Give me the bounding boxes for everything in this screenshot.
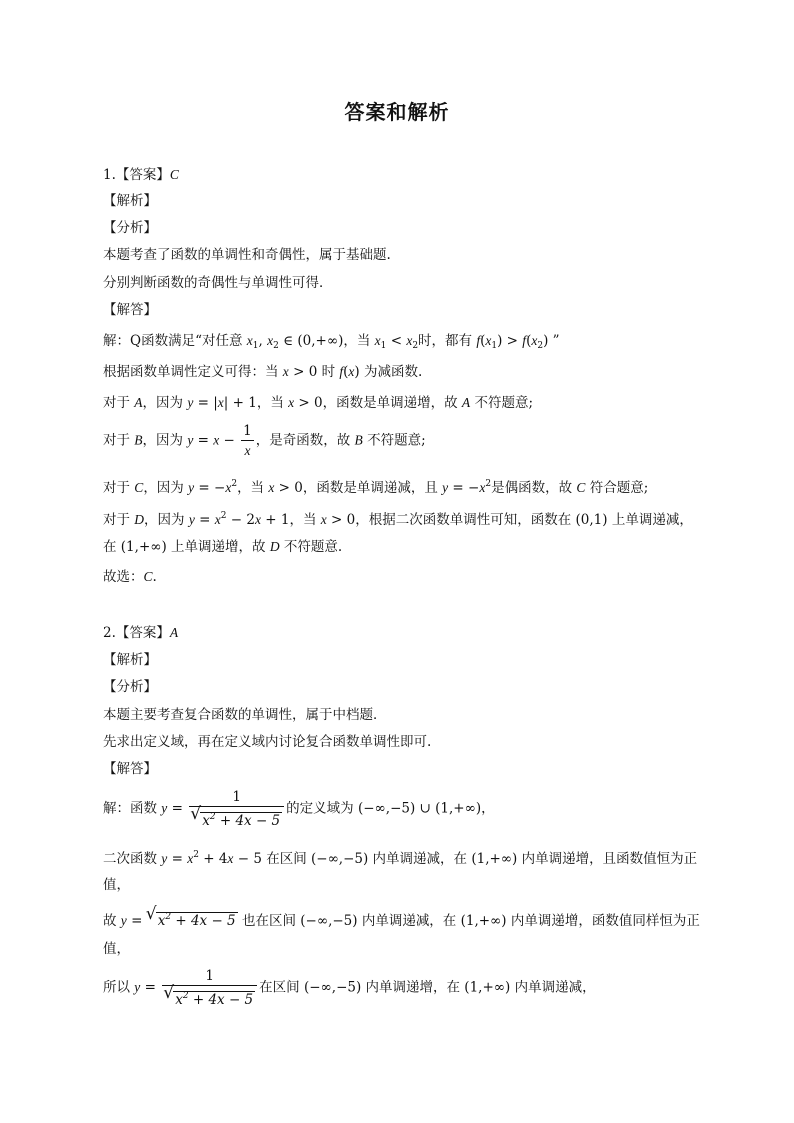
q2-jiexi-heading: 【解析】	[103, 652, 157, 668]
q1-analysis-line-2: 分别判断函数的奇偶性与单调性可得．	[103, 275, 333, 291]
q1-solution-line-1: 解：Q函数满足“对任意 $x_1$, $x_2$ ∈ (0,+∞)，当 $x_1 < x_2$时，都有 $f(x_1) > f(x_2)$ ”	[103, 333, 560, 351]
q2-analysis-line-1: 本题主要考查复合函数的单调性，属于中档题．	[103, 707, 387, 723]
q2-analysis-line-2: 先求出定义域，再在定义域内讨论复合函数单调性即可.	[103, 734, 432, 750]
q2-fenxi-heading: 【分析】	[103, 679, 157, 695]
q1-option-b: 对于 B，因为 y = x − $\frac{1}{x}$ ，是奇函数，故 B 不符题意;	[103, 423, 426, 458]
q1-analysis-line-1: 本题考查了函数的单调性和奇偶性，属于基础题.	[103, 247, 391, 263]
q1-jieda-heading: 【解答】	[103, 302, 157, 318]
fraction-1-over-x: $\frac{1}{x}$	[243, 423, 252, 458]
q1-jiexi-heading: 【解析】	[103, 193, 157, 209]
q1-answer-text: 1.【答案】C	[103, 167, 179, 183]
q2-solution-line-3: 故 y = √ $x^2 + 4x - 5$ 也在区间 (−∞,−5) 内单调递减，在 (1,+∞) 内单调递增，函数值同样恒为正	[103, 908, 700, 930]
q2-solution-line-3-cont: 值，	[103, 941, 130, 957]
q1-solution-line-2: 根据函数单调性定义可得：当 x > 0 时 f(x) 为减函数.	[103, 364, 423, 380]
q1-fenxi-heading: 【分析】	[103, 220, 157, 236]
q2-jieda-heading: 【解答】	[103, 761, 157, 777]
sqrt-expression: √ $x^2 + 4x - 5$	[147, 908, 238, 930]
q1-option-a: 对于 A，因为 y = |x| + 1，当 x > 0，函数是单调递增，故 A 不符题意;	[103, 395, 533, 411]
q2-answer: 2.【答案】A	[103, 625, 179, 641]
q2-solution-line-2: 二次函数 $y = x^2 + 4x - 5$ 在区间 (−∞,−5) 内单调递减，在 (1,+∞) 内单调递增，且函数值恒为正	[103, 850, 698, 867]
q1-answer	[103, 166, 179, 184]
q1-option-d: 对于 D，因为 $y = x^2 - 2x + 1$，当 x > 0，根据二次函数单调性可知，函数在 (0,1) 上单调递减，	[103, 511, 693, 528]
q2-solution-line-2-cont: 值，	[103, 877, 130, 893]
q1-conclusion: 故选：C.	[103, 569, 157, 585]
fraction-one-over-sqrt: 1 √ $x^2 + 4x - 5$	[189, 788, 284, 830]
q1-option-d-cont: 在 (1,+∞) 上单调递增，故 D 不符题意.	[103, 539, 343, 555]
page-title: 答案和解析	[344, 100, 450, 124]
q2-solution-line-1: 解：函数 y = 1 √ $x^2 + 4x - 5$ 的定义域为 (−∞,−5) ∪ (1,+∞)，	[103, 788, 495, 830]
q1-option-c: 对于 C，因为 $y = -x^2$，当 x > 0，函数是单调递减，且 $y = -x^2$是偶函数，故 C 符合题意;	[103, 479, 649, 496]
fraction-one-over-sqrt-2: 1 √ $x^2 + 4x - 5$	[162, 967, 257, 1009]
q2-solution-line-4: 所以 y = 1 √ $x^2 + 4x - 5$ 在区间 (−∞,−5) 内单调递增，在 (1,+∞) 内单调递减，	[103, 967, 596, 1009]
